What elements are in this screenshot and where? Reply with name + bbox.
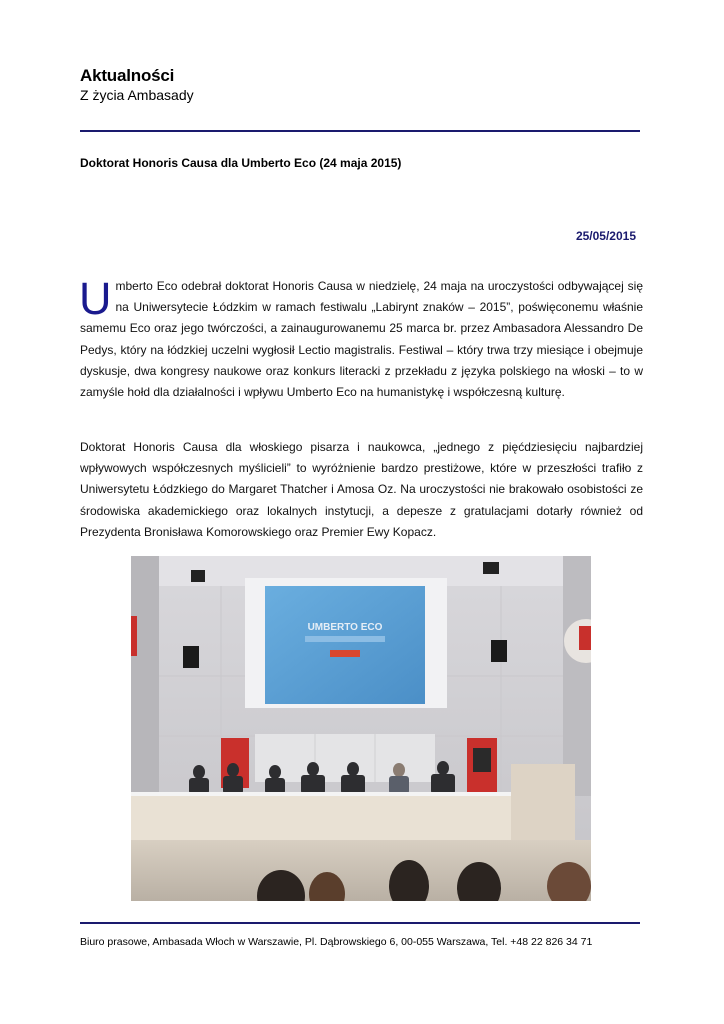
article-title: Doktorat Honoris Causa dla Umberto Eco (24 maja 2015) [80,156,402,170]
section-title: Aktualności [80,66,175,85]
header-divider [80,130,640,132]
article-date: 25/05/2015 [575,229,636,243]
article-paragraph-1 [79,273,643,403]
footer-divider [80,922,640,924]
section-subtitle: Z życia Ambasady [80,87,194,103]
article-paragraph-2: Doktorat Honoris Causa dla włoskiego pisarza i naukowca, „jednego z pięćdziesięciu najbardziej wpływowych współczesnych myślicieli” to wyróżnienie bardzo prestiżowe, które w przeszłości trafiło z Uniwersytetu Łódzkiego do Margaret Thatcher i Amosa Oz. Na uroczystości nie brakowało osobistości ze środowiska akademickiego oraz lokalnych instytucji, a depesze z gratulacjami dotarły również od Prezydenta Bronisława Komorowskiego oraz Premier Ewy Kopacz. [80,440,643,539]
drop-cap: U [79,273,112,324]
footer-contact: Biuro prasowe, Ambasada Włoch w Warszawie, Pl. Dąbrowskiego 6, 00-055 Warszawa, Tel. +48 22 826 34 71 [80,936,593,948]
event-photo [131,556,591,901]
paragraph-1-text: mberto Eco odebrał doktorat Honoris Causa w niedzielę, 24 maja na uroczystości odbywającej się na Uniwersytecie Łódzkim w ramach festiwalu „Labirynt znaków – 2015”, poświęconemu właśnie samemu Eco oraz jego twórczości, a zainaugurowanemu 25 marca br. przez Ambasadora Alessandro De Pedys, który na łódzkiej uczelni wygłosił Lectio magistralis. Festiwal – który trwa trzy miesiące i obejmuje dyskusje, dwa kongresy naukowe oraz konkurs literacki z przekładu z języka polskiego na włoski – to w zamyśle hołd dla działalności i wpływu Umberto Eco na humanistykę i współczesną kulturę. [80,279,643,400]
screen-title: UMBERTO ECO [307,622,383,633]
